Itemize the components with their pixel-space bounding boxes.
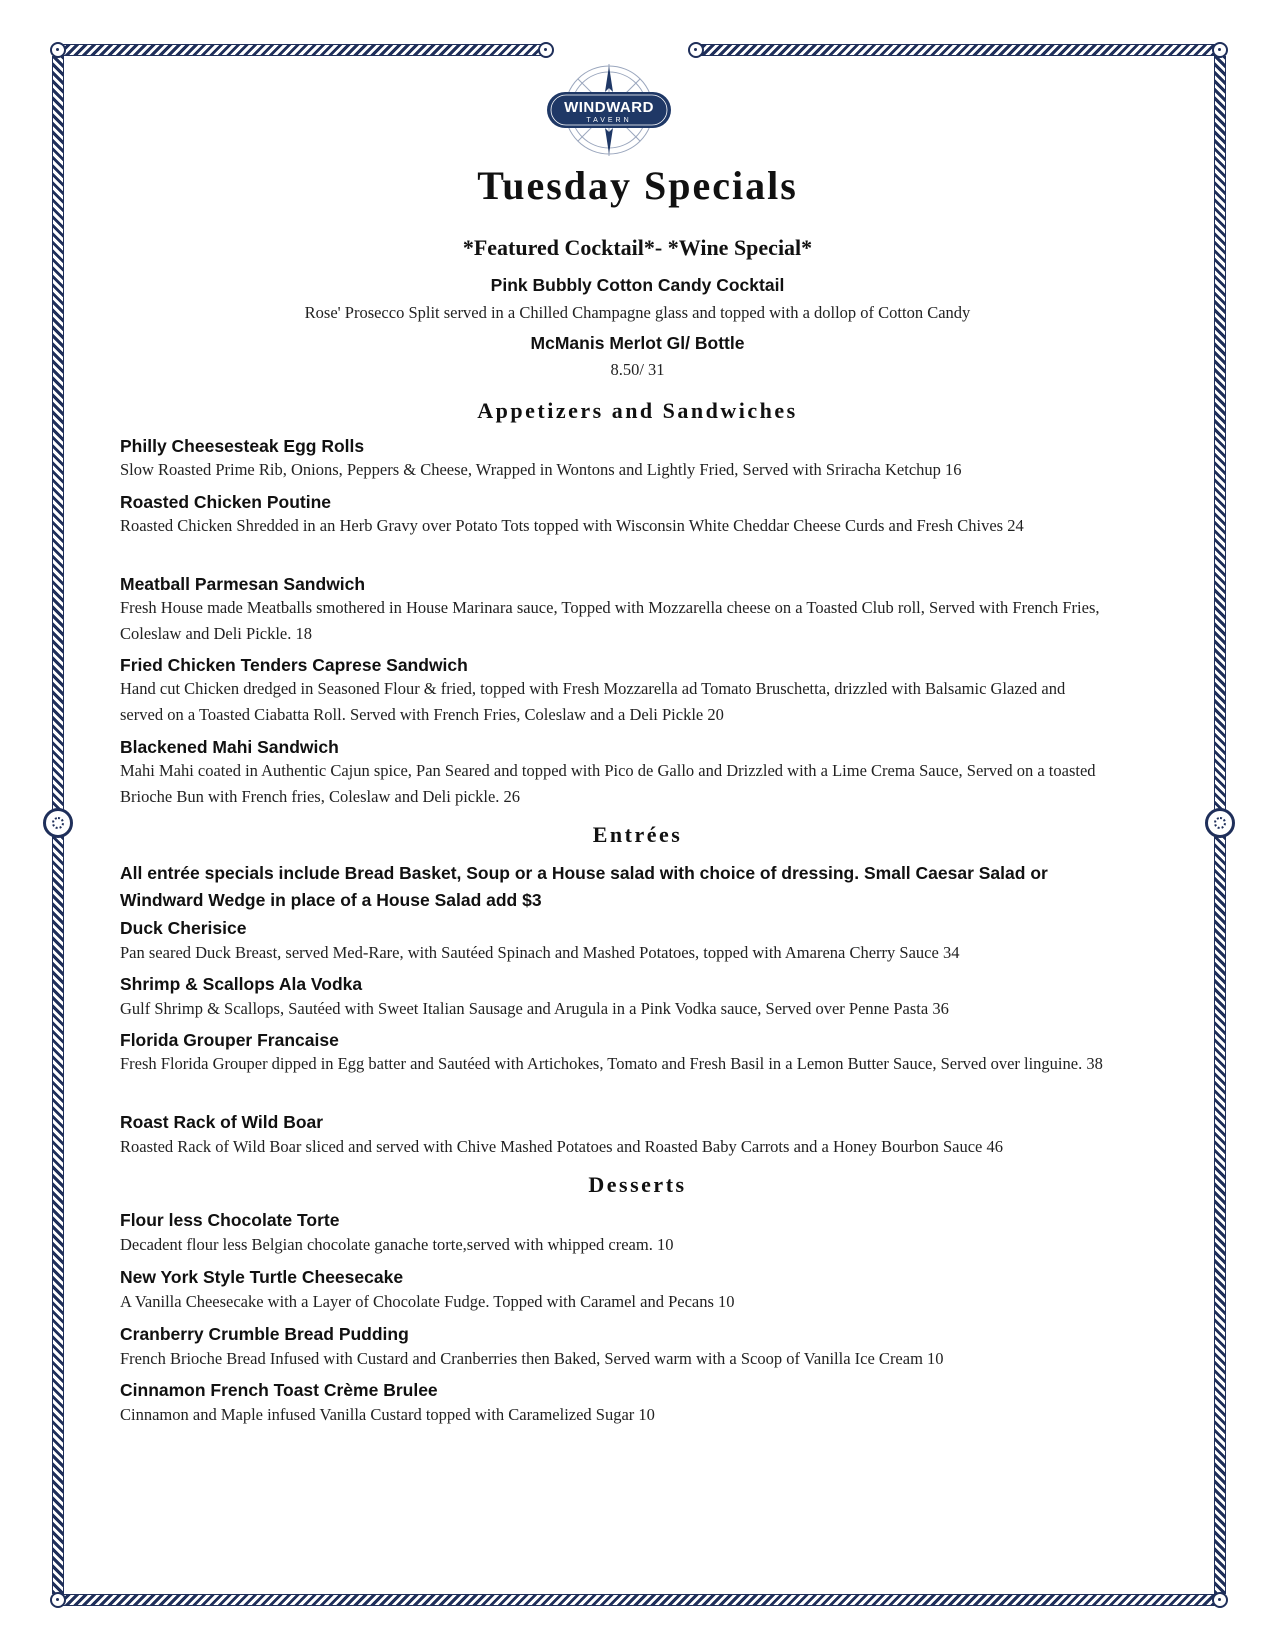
rope-knot-icon xyxy=(538,42,554,58)
logo-text-tavern: TAVERN xyxy=(586,117,632,124)
windward-tavern-logo xyxy=(545,62,673,158)
menu-item-name: Blackened Mahi Sandwich xyxy=(120,737,339,757)
menu-item-name: Shrimp & Scallops Ala Vodka xyxy=(120,974,363,994)
section-heading-desserts: Desserts xyxy=(588,1172,687,1197)
menu-item-name: Roasted Chicken Poutine xyxy=(120,492,332,512)
menu-item-name: Roast Rack of Wild Boar xyxy=(120,1112,324,1132)
menu-item-name: Flour less Chocolate Torte xyxy=(120,1210,340,1230)
section-heading-appetizers: Appetizers and Sandwiches xyxy=(477,398,798,423)
rope-knot-icon xyxy=(50,1592,66,1608)
rope-border-top-right xyxy=(694,44,1220,56)
menu-item-description: Mahi Mahi coated in Authentic Cajun spice, Pan Seared and topped with Pico de Gallo and Drizzled with a Lime Crema Sauce, Served on a toasted Brioche Bun with French fries, Coleslaw and Deli pickle. 26 xyxy=(120,761,1096,806)
wine-name: McManis Merlot Gl/ Bottle xyxy=(530,333,745,353)
menu-item-description: Roasted Rack of Wild Boar sliced and served with Chive Mashed Potatoes and Roasted Baby Carrots and a Honey Bourbon Sauce 46 xyxy=(120,1137,1003,1156)
menu-item-name: Philly Cheesesteak Egg Rolls xyxy=(120,436,365,456)
menu-item-description: Decadent flour less Belgian chocolate ganache torte,served with whipped cream. 10 xyxy=(120,1235,674,1254)
menu-item-description: Roasted Chicken Shredded in an Herb Gravy over Potato Tots topped with Wisconsin White Cheddar Cheese Curds and Fresh Chives 24 xyxy=(120,516,1024,535)
section-heading-entrees: Entrées xyxy=(592,822,683,847)
menu-item-name: Meatball Parmesan Sandwich xyxy=(120,574,366,594)
rope-knot-icon xyxy=(688,42,704,58)
featured-heading: *Featured Cocktail*- *Wine Special* xyxy=(462,235,813,260)
rope-knot-icon xyxy=(50,42,66,58)
rope-border-top-left xyxy=(58,44,546,56)
rope-knot-icon xyxy=(1212,42,1228,58)
wine-price: 8.50/ 31 xyxy=(610,360,665,379)
page-title: Tuesday Specials xyxy=(477,163,798,208)
menu-item-name: Duck Cherisice xyxy=(120,918,247,938)
menu-item-name: New York Style Turtle Cheesecake xyxy=(120,1267,404,1287)
rope-knot-icon xyxy=(1212,1592,1228,1608)
entrees-note: All entrée specials include Bread Basket, Soup or a House salad with choice of dressing. Small Caesar Salad or Windward Wedge in place of a House Salad add $3 xyxy=(120,863,1048,910)
menu-item-description: A Vanilla Cheesecake with a Layer of Chocolate Fudge. Topped with Caramel and Pecans 10 xyxy=(120,1292,735,1311)
menu-item-description: French Brioche Bread Infused with Custard and Cranberries then Baked, Served warm with a Scoop of Vanilla Ice Cream 10 xyxy=(120,1349,944,1368)
menu-item-name: Cranberry Crumble Bread Pudding xyxy=(120,1324,409,1344)
menu-item-name: Cinnamon French Toast Crème Brulee xyxy=(120,1380,438,1400)
menu-item-name: Fried Chicken Tenders Caprese Sandwich xyxy=(120,655,468,675)
menu-item-description: Cinnamon and Maple infused Vanilla Custard topped with Caramelized Sugar 10 xyxy=(120,1405,655,1424)
menu-item-name: Florida Grouper Francaise xyxy=(120,1030,339,1050)
cocktail-name: Pink Bubbly Cotton Candy Cocktail xyxy=(490,275,785,295)
logo-text-windward: WINDWARD xyxy=(564,99,654,116)
menu-item-description: Fresh Florida Grouper dipped in Egg batter and Sautéed with Artichokes, Tomato and Fresh Basil in a Lemon Butter Sauce, Served over linguine. 38 xyxy=(120,1054,1103,1073)
menu-item-description: Gulf Shrimp & Scallops, Sautéed with Sweet Italian Sausage and Arugula in a Pink Vodka sauce, Served over Penne Pasta 36 xyxy=(120,999,949,1018)
menu-item-description: Pan seared Duck Breast, served Med-Rare, with Sautéed Spinach and Mashed Potatoes, topped with Amarena Cherry Sauce 34 xyxy=(120,943,960,962)
menu-item-description: Hand cut Chicken dredged in Seasoned Flour & fried, topped with Fresh Mozzarella ad Tomato Bruschetta, drizzled with Balsamic Glazed and served on a Toasted Ciabatta Roll. Served with French Fries, Coleslaw and a Deli Pickle 20 xyxy=(120,679,1066,724)
rope-border-bottom xyxy=(58,1594,1220,1606)
menu-item-description: Fresh House made Meatballs smothered in House Marinara sauce, Topped with Mozzarella cheese on a Toasted Club roll, Served with French Fries, Coleslaw and Deli Pickle. 18 xyxy=(120,598,1100,643)
menu-item-description: Slow Roasted Prime Rib, Onions, Peppers & Cheese, Wrapped in Wontons and Lightly Fried, Served with Sriracha Ketchup 16 xyxy=(120,460,962,479)
cocktail-description: Rose' Prosecco Split served in a Chilled Champagne glass and topped with a dollop of Cotton Candy xyxy=(304,303,971,322)
